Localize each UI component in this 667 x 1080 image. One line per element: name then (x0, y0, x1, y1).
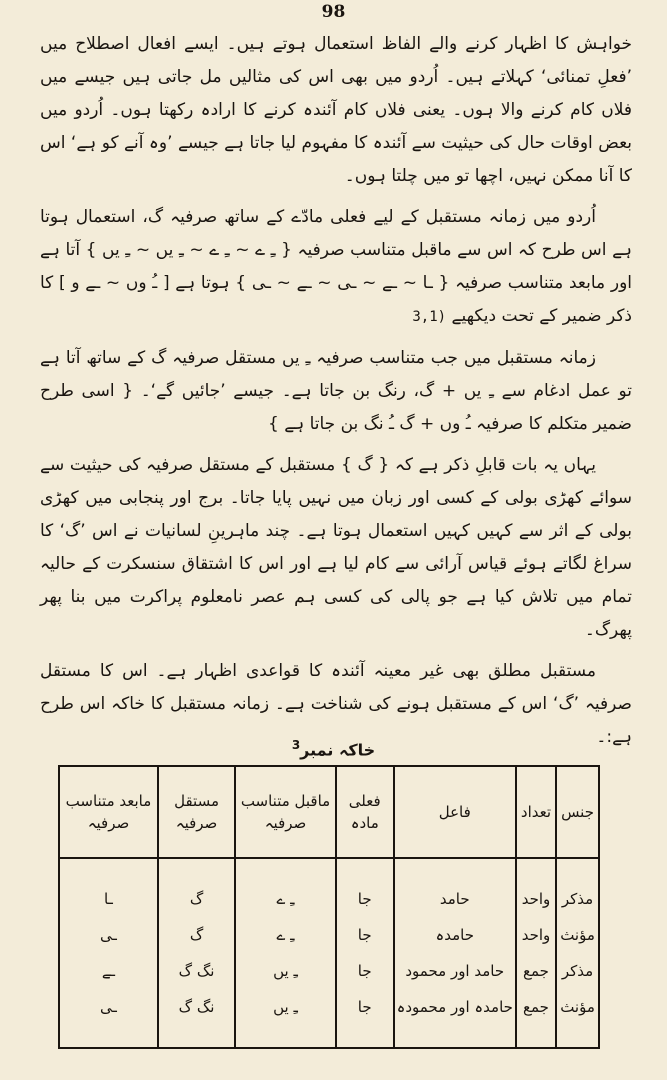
cell-value: حامدہ اور محمودہ (396, 998, 513, 1016)
cell-value: جمع (523, 998, 549, 1016)
header-subject: فاعل (394, 766, 516, 858)
table-row (59, 858, 599, 1048)
cell-fixed-morpheme (158, 858, 235, 1048)
header-verb-root: فعلی مادہ (336, 766, 394, 858)
cell-value: حامد (439, 890, 470, 908)
header-suffix-morpheme: مابعد متناسب صرفیہ (59, 766, 158, 858)
cell-value: ـا (103, 890, 113, 908)
paragraph-5: مستقبل مطلق بھی غیر معینہ آئندہ کا قواعدی اظہار ہے۔ اس کا مستقل صرفیہ ’گ‘ اس کے مستقبل ہونے کی شناخت ہے۔ زمانہ مستقبل کا خاکہ اس طرح ہے:۔ (40, 661, 632, 747)
cell-value: حامدہ (435, 926, 475, 944)
cell-value: مذکر (561, 890, 594, 908)
cell-value: جا (357, 998, 372, 1016)
table-header-row (59, 766, 599, 858)
paragraph-1: خواہش کا اظہار کرنے والے الفاظ استعمال ہوتے ہیں۔ ایسے افعال اصطلاح میں ’فعلِ تمنائی‘ کہلاتے ہیں۔ اُردو میں بھی اس کی مثالیں مل جاتی ہیں جیسے میں فلاں کام کرنے والا ہوں۔ یعنی فلاں کام آئندہ کرنے کا ارادہ رکھتا ہوں۔ اُردو میں بعض اوقات حال کی حیثیت سے آئندہ کا مفہوم لیا جاتا ہے جیسے ’وہ آنے کو ہے‘ اس کا آنا ممکن نہیں، اچھا تو میں چلتا ہوں۔ (40, 34, 632, 186)
paragraph-4: یہاں یہ بات قابلِ ذکر ہے کہ { گ } مستقبل کے مستقل صرفیہ کی حیثیت سے سوائے کھڑی بولی کے کسی اور زبان میں نہیں پایا جاتا۔ برج اور پنجابی میں کھڑی بولی کے اثر سے کہیں کہیں استعمال ہوتا ہے۔ چند ماہرینِ لسانیات نے اس ’گ‘ کا سراغ لگاتے ہوئے قیاس آرائی سے کام لیا ہے اور اس کا اشتقاق سنسکرت کے حالیہ تمام میں تلاش کیا ہے جو پالی کی کسی ہم عصر نامعلوم پراکرت میں بنا پھر پھرگ۔ (40, 455, 632, 640)
cell-value: جمع (523, 962, 549, 980)
cell-value: ـِ ے (276, 926, 295, 944)
inline-reference: 3,1) (412, 309, 447, 325)
paragraph-2: اُردو میں زمانہ مستقبل کے لیے فعلی مادّے کے ساتھ صرفیہ گ، استعمال ہوتا ہے اس طرح کہ اس سے ماقبل متناسب صرفیہ { ـِ ے ~ ـِ ے ~ ـِ یں ~ ـِ یں } آتا ہے اور مابعد متناسب صرفیہ { ـا ~ ـے ~ ـی ~ ـے ~ ـی } ہوتا ہے [ ـُ وں ~ ـے و ] کا ذکر ضمیر کے تحت دیکھیے 3,1) (40, 207, 632, 326)
cell-value: گ (189, 890, 204, 908)
body-text (40, 28, 632, 754)
cell-suffix-morpheme (59, 858, 158, 1048)
cell-value: ـے (101, 962, 116, 980)
chart-title (0, 738, 667, 759)
cell-value: جا (357, 926, 372, 944)
cell-prefix-morpheme (235, 858, 336, 1048)
cell-value: نگ گ (178, 998, 215, 1016)
cell-value: گ (189, 926, 204, 944)
chart-title-text: خاکہ نمبر (300, 740, 376, 760)
cell-value: جا (357, 890, 372, 908)
cell-value: ـی (100, 998, 117, 1016)
cell-value: مؤنث (560, 926, 595, 944)
header-gender: جنس (556, 766, 599, 858)
cell-value: واحد (521, 926, 551, 944)
header-prefix-morpheme: ماقبل متناسب صرفیہ (235, 766, 336, 858)
cell-subject (394, 858, 516, 1048)
cell-value: ـی (100, 926, 117, 944)
chart-title-number: 3 (291, 738, 301, 752)
paragraph-3: زمانہ مستقبل میں جب متناسب صرفیہ ـِ یں مستقل صرفیہ گ کے ساتھ آتا ہے تو عمل ادغام سے ـِ یں + گ، رنگ بن جاتا ہے۔ جیسے ’جائیں گے‘۔ { اسی طرح ضمیر متکلم کا صرفیہ ـُ وں + گ ـُ نگ بن جاتا ہے } (40, 348, 632, 434)
cell-gender (556, 858, 599, 1048)
cell-value: جا (357, 962, 372, 980)
cell-value: ـِ یں (273, 962, 298, 980)
cell-value: مؤنث (560, 998, 595, 1016)
header-number: تعداد (516, 766, 556, 858)
header-fixed-morpheme: مستقل صرفیہ (158, 766, 235, 858)
cell-verb-root (336, 858, 394, 1048)
cell-value: حامد اور محمود (405, 962, 505, 980)
tense-chart-table (58, 765, 600, 1049)
cell-value: نگ گ (178, 962, 215, 980)
page-number: 98 (321, 2, 346, 22)
cell-value: مذکر (561, 962, 594, 980)
cell-value: واحد (521, 890, 551, 908)
cell-value: ـِ ے (276, 890, 295, 908)
cell-value: ـِ یں (273, 998, 298, 1016)
cell-number (516, 858, 556, 1048)
